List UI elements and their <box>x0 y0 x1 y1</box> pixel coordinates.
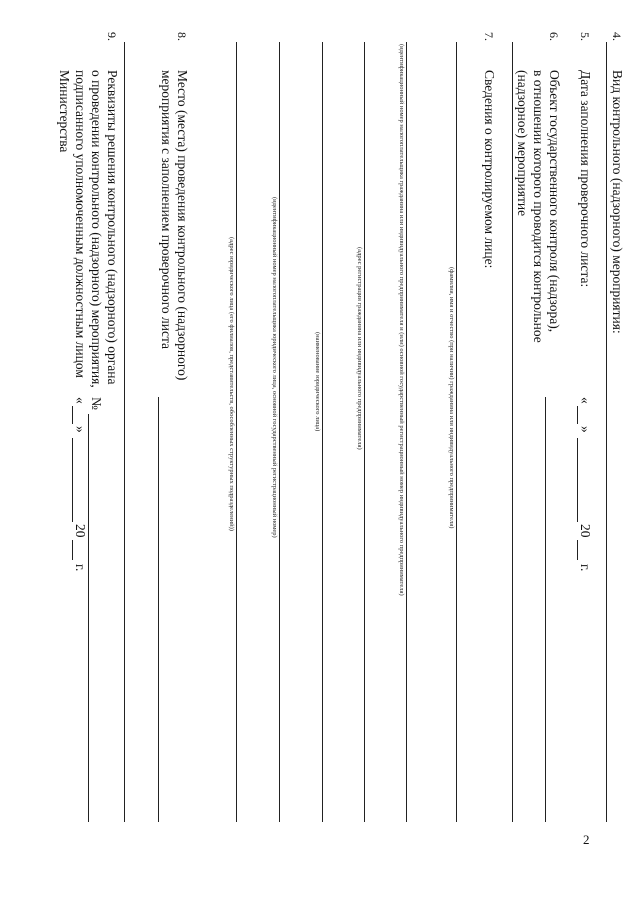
date-close-quote: » <box>578 426 593 433</box>
location-field[interactable] <box>158 397 159 822</box>
controlled-person-name-line[interactable] <box>456 42 457 822</box>
item-label: Дата заполнения проверочного листа: <box>578 70 593 288</box>
number-sign: № <box>89 397 104 410</box>
item-label-line: Реквизиты решения контрольного (надзорного) органа <box>105 70 120 385</box>
decision-date-month[interactable] <box>72 438 73 522</box>
item-number: 7. <box>482 32 496 41</box>
person-inn-line[interactable] <box>406 42 407 822</box>
person-address-line[interactable] <box>364 42 365 822</box>
item-number: 5. <box>578 32 592 41</box>
item-label: Вид контрольного (надзорного) мероприятия: <box>610 70 625 334</box>
date-day-field[interactable] <box>577 406 578 424</box>
item-label <box>56 70 120 388</box>
date-year-field[interactable] <box>577 540 578 560</box>
caption-legal-entity-name: (наименование юридического лица) <box>314 332 321 432</box>
item-label-line: Объект государственного контроля (надзора), <box>547 70 562 333</box>
caption-person-address: (адрес регистрации гражданина или индивидуального предпринимателя) <box>356 247 363 450</box>
decision-date-close-quote: » <box>73 426 88 433</box>
item-label-line: в отношении которого проводится контрольное <box>531 70 546 343</box>
page-number: 2 <box>583 832 590 847</box>
date-open-quote: « <box>578 397 593 404</box>
decision-date-open-quote: « <box>73 397 88 404</box>
item-label-line: (надзорное) мероприятие <box>515 70 530 217</box>
item-label: Сведения о контролируемом лице: <box>482 70 497 269</box>
caption-legal-entity-inn: (идентификационный номер налогоплательщика юридического лица, основной государственный регистрационный номер) <box>271 197 278 538</box>
caption-legal-entity-address: (адрес юридического лица (его филиалов, представительств, обособленных структурных подразделений)) <box>228 237 235 531</box>
object-line[interactable] <box>512 42 513 822</box>
decision-date-day[interactable] <box>72 406 73 424</box>
item-number: 9. <box>105 32 119 41</box>
object-field[interactable] <box>545 397 546 822</box>
date-month-field[interactable] <box>577 438 578 522</box>
date-year-suffix: г. <box>578 564 593 572</box>
legal-entity-name-line[interactable] <box>322 42 323 822</box>
caption-person-name: (фамилия, имя и отчество (при наличии) гражданина или индивидуального предпринимателя) <box>448 267 455 529</box>
item-label-line: Министерства <box>57 70 72 153</box>
item-number: 6. <box>547 32 561 41</box>
decision-date-year-prefix: 20 <box>73 524 88 538</box>
item-label-line: подписанного уполномоченным должностным лицом <box>73 70 88 378</box>
item-label <box>514 70 562 343</box>
control-type-line[interactable] <box>606 42 607 822</box>
item-label <box>158 70 190 380</box>
item-label-line: Место (места) проведения контрольного (надзорного) <box>175 70 190 381</box>
item-number: 8. <box>175 32 189 41</box>
item-label-line: мероприятия с заполнением проверочного листа <box>159 70 174 350</box>
decision-number-field[interactable] <box>88 414 89 822</box>
legal-entity-inn-line[interactable] <box>279 42 280 822</box>
decision-date-year-suffix: г. <box>73 564 88 572</box>
legal-entity-address-line[interactable] <box>236 42 237 822</box>
item-number: 4. <box>610 32 624 41</box>
item-label-line: о проведении контрольного (надзорного) мероприятия, <box>89 70 104 388</box>
caption-person-inn: (идентификационный номер налогоплательщика гражданина или индивидуального предпринимателя и (или) основной государственный регистрационный номер индивидуального предпринимателя) <box>398 44 405 596</box>
date-year-prefix: 20 <box>578 524 593 538</box>
location-line[interactable] <box>124 42 125 822</box>
decision-date-year[interactable] <box>72 540 73 560</box>
form-page <box>40 32 625 862</box>
